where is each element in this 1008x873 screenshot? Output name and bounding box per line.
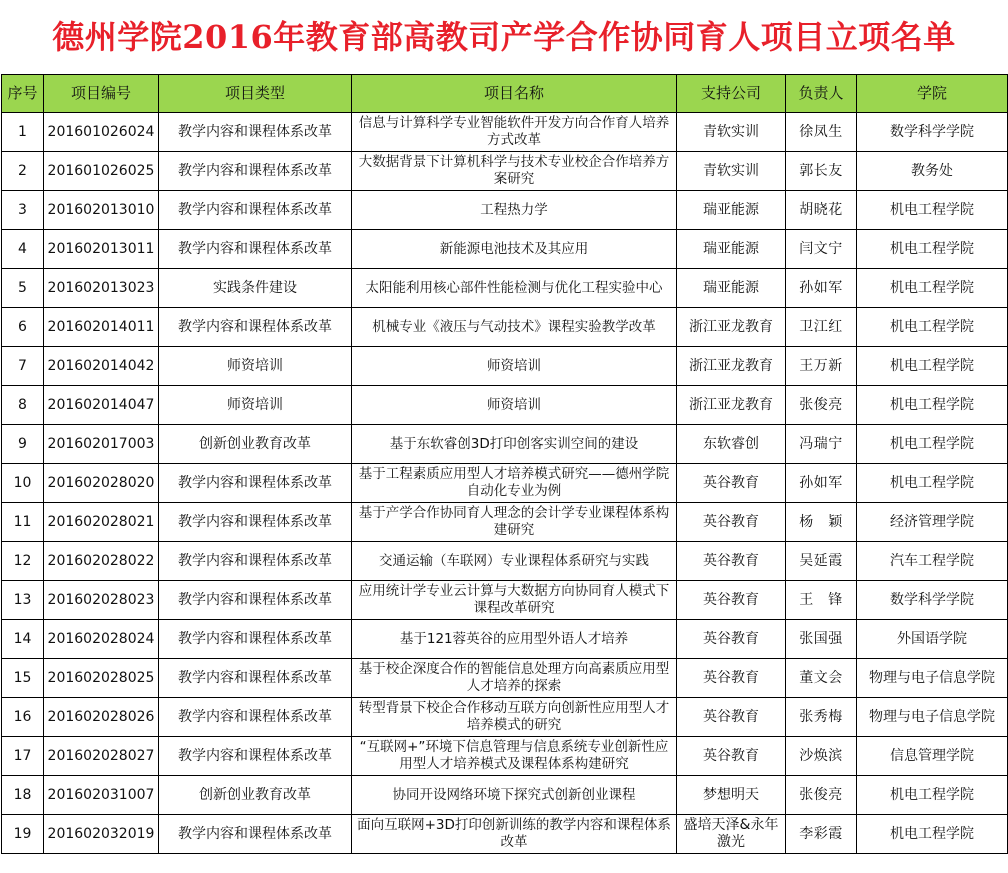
cell-name: 机械专业《液压与气动技术》课程实验教学改革: [352, 308, 677, 347]
cell-college: 外国语学院: [857, 620, 1008, 659]
cell-person: 胡晓花: [786, 191, 857, 230]
cell-code: 201602013011: [44, 230, 159, 269]
cell-type: 创新创业教育改革: [159, 425, 352, 464]
cell-company: 瑞亚能源: [677, 230, 786, 269]
table-row: [2, 425, 1008, 464]
cell-person: 沙焕滨: [786, 737, 857, 776]
cell-no: 5: [2, 269, 44, 308]
table-row: [2, 308, 1008, 347]
header-company: 支持公司: [677, 75, 786, 113]
cell-company: 梦想明天: [677, 776, 786, 815]
cell-name: 应用统计学专业云计算与大数据方向协同育人模式下课程改革研究: [352, 581, 677, 620]
cell-code: 201602028026: [44, 698, 159, 737]
cell-type: 教学内容和课程体系改革: [159, 698, 352, 737]
cell-type: 教学内容和课程体系改革: [159, 581, 352, 620]
cell-code: 201602028022: [44, 542, 159, 581]
cell-person: 张俊亮: [786, 776, 857, 815]
cell-type: 教学内容和课程体系改革: [159, 737, 352, 776]
cell-company: 瑞亚能源: [677, 191, 786, 230]
cell-code: 201602017003: [44, 425, 159, 464]
header-no: 序号: [2, 75, 44, 113]
cell-college: 机电工程学院: [857, 815, 1008, 854]
cell-person: 王万新: [786, 347, 857, 386]
table-row: [2, 152, 1008, 191]
table-row: [2, 464, 1008, 503]
cell-company: 浙江亚龙教育: [677, 347, 786, 386]
table-row: [2, 659, 1008, 698]
cell-college: 机电工程学院: [857, 308, 1008, 347]
table-row: [2, 269, 1008, 308]
table-row: [2, 542, 1008, 581]
cell-person: 张秀梅: [786, 698, 857, 737]
cell-code: 201602014047: [44, 386, 159, 425]
cell-person: 孙如军: [786, 269, 857, 308]
cell-company: 瑞亚能源: [677, 269, 786, 308]
cell-type: 教学内容和课程体系改革: [159, 815, 352, 854]
cell-no: 17: [2, 737, 44, 776]
cell-person: 张俊亮: [786, 386, 857, 425]
cell-no: 1: [2, 113, 44, 152]
cell-code: 201602028023: [44, 581, 159, 620]
cell-company: 英谷教育: [677, 620, 786, 659]
cell-type: 教学内容和课程体系改革: [159, 308, 352, 347]
cell-person: 郭长友: [786, 152, 857, 191]
table-row: [2, 113, 1008, 152]
cell-college: 机电工程学院: [857, 464, 1008, 503]
cell-type: 创新创业教育改革: [159, 776, 352, 815]
cell-person: 王 锋: [786, 581, 857, 620]
cell-no: 9: [2, 425, 44, 464]
cell-code: 201601026024: [44, 113, 159, 152]
table-row: [2, 776, 1008, 815]
cell-code: 201602032019: [44, 815, 159, 854]
cell-code: 201602028020: [44, 464, 159, 503]
cell-college: 物理与电子信息学院: [857, 659, 1008, 698]
table-row: [2, 386, 1008, 425]
cell-no: 18: [2, 776, 44, 815]
cell-person: 冯瑞宁: [786, 425, 857, 464]
header-person: 负责人: [786, 75, 857, 113]
cell-person: 董文会: [786, 659, 857, 698]
cell-name: “互联网+”环境下信息管理与信息系统专业创新性应用型人才培养模式及课程体系构建研究: [352, 737, 677, 776]
cell-code: 201602028021: [44, 503, 159, 542]
header-type: 项目类型: [159, 75, 352, 113]
cell-company: 英谷教育: [677, 503, 786, 542]
cell-type: 师资培训: [159, 386, 352, 425]
cell-no: 19: [2, 815, 44, 854]
table-row: [2, 503, 1008, 542]
cell-name: 基于工程素质应用型人才培养模式研究——德州学院自动化专业为例: [352, 464, 677, 503]
cell-person: 孙如军: [786, 464, 857, 503]
cell-college: 机电工程学院: [857, 191, 1008, 230]
cell-name: 基于121蓉英谷的应用型外语人才培养: [352, 620, 677, 659]
cell-code: 201602014042: [44, 347, 159, 386]
cell-person: 卫江红: [786, 308, 857, 347]
cell-college: 汽车工程学院: [857, 542, 1008, 581]
table-row: [2, 698, 1008, 737]
cell-type: 实践条件建设: [159, 269, 352, 308]
table-row: [2, 620, 1008, 659]
cell-company: 英谷教育: [677, 464, 786, 503]
cell-no: 15: [2, 659, 44, 698]
cell-person: 张国强: [786, 620, 857, 659]
cell-person: 杨 颖: [786, 503, 857, 542]
cell-type: 教学内容和课程体系改革: [159, 191, 352, 230]
cell-name: 师资培训: [352, 347, 677, 386]
cell-no: 3: [2, 191, 44, 230]
cell-person: 闫文宁: [786, 230, 857, 269]
cell-name: 面向互联网+3D打印创新训练的教学内容和课程体系改革: [352, 815, 677, 854]
cell-college: 机电工程学院: [857, 269, 1008, 308]
cell-company: 英谷教育: [677, 581, 786, 620]
table-row: [2, 347, 1008, 386]
cell-code: 201601026025: [44, 152, 159, 191]
cell-no: 16: [2, 698, 44, 737]
cell-company: 英谷教育: [677, 737, 786, 776]
cell-college: 机电工程学院: [857, 230, 1008, 269]
cell-company: 东软睿创: [677, 425, 786, 464]
cell-company: 英谷教育: [677, 542, 786, 581]
project-table: [1, 74, 1008, 854]
cell-no: 2: [2, 152, 44, 191]
header-college: 学院: [857, 75, 1008, 113]
cell-no: 13: [2, 581, 44, 620]
cell-no: 7: [2, 347, 44, 386]
cell-person: 徐凤生: [786, 113, 857, 152]
cell-code: 201602013010: [44, 191, 159, 230]
cell-name: 交通运输（车联网）专业课程体系研究与实践: [352, 542, 677, 581]
cell-person: 吴延霞: [786, 542, 857, 581]
cell-company: 英谷教育: [677, 698, 786, 737]
cell-name: 转型背景下校企合作移动互联方向创新性应用型人才培养模式的研究: [352, 698, 677, 737]
cell-no: 8: [2, 386, 44, 425]
cell-name: 大数据背景下计算机科学与技术专业校企合作培养方案研究: [352, 152, 677, 191]
cell-name: 基于校企深度合作的智能信息处理方向高素质应用型人才培养的探索: [352, 659, 677, 698]
cell-college: 信息管理学院: [857, 737, 1008, 776]
cell-college: 数学科学学院: [857, 113, 1008, 152]
cell-name: 新能源电池技术及其应用: [352, 230, 677, 269]
cell-type: 教学内容和课程体系改革: [159, 542, 352, 581]
header-code: 项目编号: [44, 75, 159, 113]
cell-college: 教务处: [857, 152, 1008, 191]
cell-company: 盛培天泽&永年激光: [677, 815, 786, 854]
cell-type: 教学内容和课程体系改革: [159, 230, 352, 269]
page-title: 德州学院2016年教育部高教司产学合作协同育人项目立项名单: [52, 18, 956, 56]
table-row: [2, 815, 1008, 854]
cell-code: 201602028025: [44, 659, 159, 698]
cell-code: 201602031007: [44, 776, 159, 815]
table-row: [2, 581, 1008, 620]
cell-type: 教学内容和课程体系改革: [159, 620, 352, 659]
cell-type: 教学内容和课程体系改革: [159, 503, 352, 542]
table-row: [2, 230, 1008, 269]
cell-code: 201602028024: [44, 620, 159, 659]
cell-type: 教学内容和课程体系改革: [159, 113, 352, 152]
cell-name: 信息与计算科学专业智能软件开发方向合作育人培养方式改革: [352, 113, 677, 152]
cell-name: 太阳能利用核心部件性能检测与优化工程实验中心: [352, 269, 677, 308]
table-row: [2, 737, 1008, 776]
cell-type: 教学内容和课程体系改革: [159, 152, 352, 191]
cell-code: 201602014011: [44, 308, 159, 347]
cell-college: 机电工程学院: [857, 386, 1008, 425]
cell-company: 英谷教育: [677, 659, 786, 698]
cell-college: 机电工程学院: [857, 425, 1008, 464]
cell-code: 201602028027: [44, 737, 159, 776]
cell-no: 12: [2, 542, 44, 581]
cell-type: 教学内容和课程体系改革: [159, 659, 352, 698]
cell-company: 青软实训: [677, 113, 786, 152]
cell-college: 物理与电子信息学院: [857, 698, 1008, 737]
cell-type: 教学内容和课程体系改革: [159, 464, 352, 503]
cell-company: 浙江亚龙教育: [677, 308, 786, 347]
cell-name: 工程热力学: [352, 191, 677, 230]
cell-no: 14: [2, 620, 44, 659]
cell-college: 数学科学学院: [857, 581, 1008, 620]
cell-name: 基于产学合作协同育人理念的会计学专业课程体系构建研究: [352, 503, 677, 542]
cell-no: 11: [2, 503, 44, 542]
cell-college: 经济管理学院: [857, 503, 1008, 542]
cell-company: 青软实训: [677, 152, 786, 191]
cell-name: 协同开设网络环境下探究式创新创业课程: [352, 776, 677, 815]
cell-no: 10: [2, 464, 44, 503]
cell-college: 机电工程学院: [857, 347, 1008, 386]
cell-no: 6: [2, 308, 44, 347]
cell-company: 浙江亚龙教育: [677, 386, 786, 425]
header-name: 项目名称: [352, 75, 677, 113]
header-row: [2, 75, 1008, 113]
cell-type: 师资培训: [159, 347, 352, 386]
cell-name: 师资培训: [352, 386, 677, 425]
cell-no: 4: [2, 230, 44, 269]
cell-college: 机电工程学院: [857, 776, 1008, 815]
cell-name: 基于东软睿创3D打印创客实训空间的建设: [352, 425, 677, 464]
cell-code: 201602013023: [44, 269, 159, 308]
table-row: [2, 191, 1008, 230]
cell-person: 李彩霞: [786, 815, 857, 854]
